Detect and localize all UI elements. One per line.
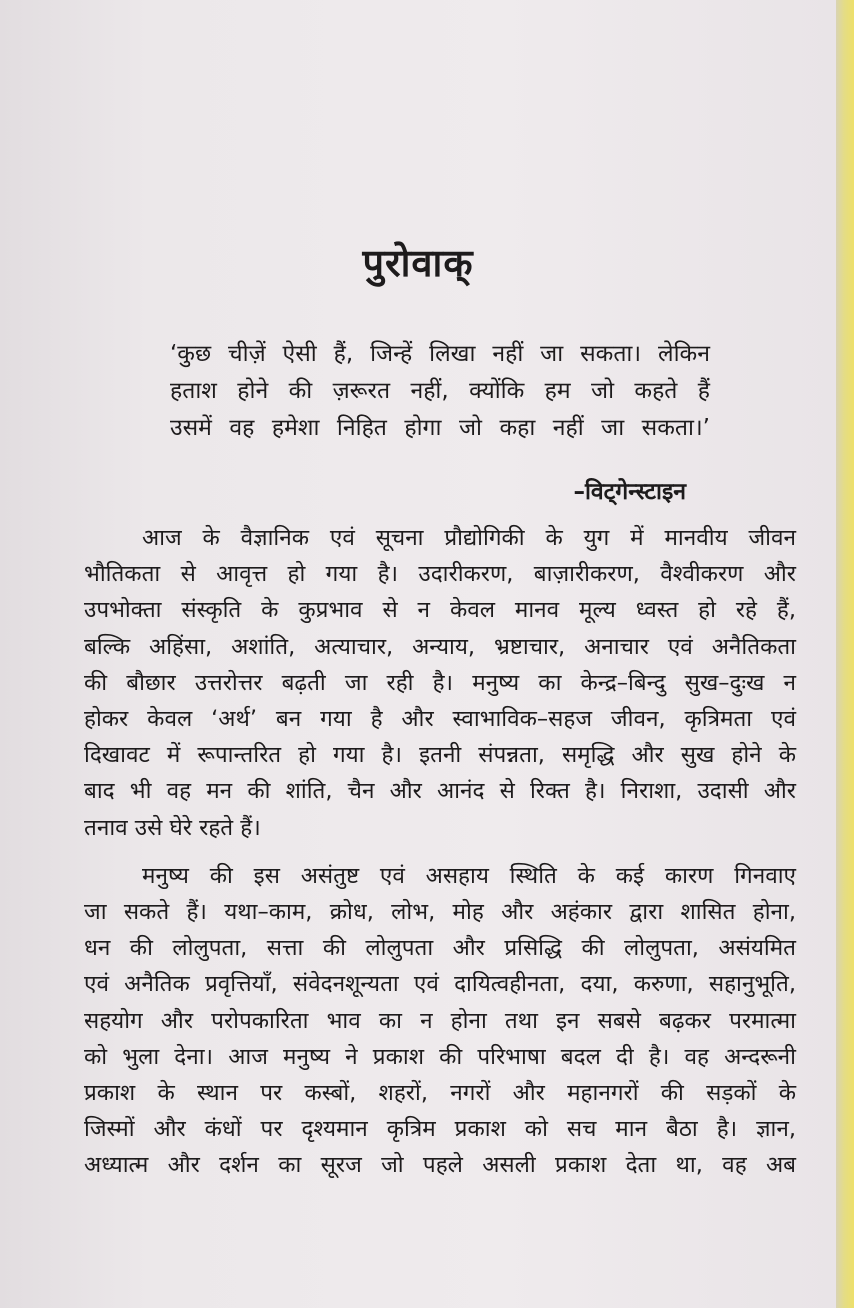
paragraph-2 <box>84 858 796 1184</box>
body-text <box>84 520 796 1184</box>
text-line: होकर केवल ‘अर्थ’ बन गया है और स्वाभाविक–सहज जीवन, कृत्रिमता एवं <box>84 706 796 733</box>
text-line: मनुष्य की इस असंतुष्ट एवं असहाय स्थिति के कई कारण गिनवाए <box>142 862 796 889</box>
page-edge <box>836 0 854 1308</box>
paragraph-1 <box>84 520 796 846</box>
text-line: को भुला देना। आज मनुष्य ने प्रकाश की परिभाषा बदल दी है। वह अन्दरूनी <box>84 1043 796 1070</box>
text-line: सहयोग और परोपकारिता भाव का न होना तथा इन सबसे बढ़कर परमात्मा <box>84 1007 796 1034</box>
text-line: प्रकाश के स्थान पर कस्बों, शहरों, नगरों और महानगरों की सड़कों के <box>84 1080 796 1107</box>
epigraph-quote <box>170 336 710 447</box>
text-line: एवं अनैतिक प्रवृत्तियाँ, संवेदनशून्यता एवं दायित्वहीनता, दया, करुणा, सहानुभूति, <box>84 971 796 998</box>
text-line: उपभोक्ता संस्कृति के कुप्रभाव से न केवल मानव मूल्य ध्वस्त हो रहे हैं, <box>84 597 796 624</box>
text-line: दिखावट में रूपान्तरित हो गया है। इतनी संपन्नता, समृद्धि और सुख होने के <box>84 742 796 769</box>
quote-attribution: –विट्गेन्स्टाइन <box>573 479 686 505</box>
text-line: आज के वैज्ञानिक एवं सूचना प्रौद्योगिकी के युग में मानवीय जीवन <box>142 525 796 551</box>
text-line: तनाव उसे घेरे रहते हैं। <box>84 814 261 841</box>
quote-line: उसमें वह हमेशा निहित होगा जो कहा नहीं जा सकता।’ <box>170 415 710 441</box>
text-line: भौतिकता से आवृत्त हो गया है। उदारीकरण, बाज़ारीकरण, वैश्वीकरण और <box>84 561 796 588</box>
text-line: जिस्मों और कंधों पर दृश्यमान कृत्रिम प्रकाश को सच मान बैठा है। ज्ञान, <box>84 1116 796 1143</box>
page-heading: पुरोवाक् <box>362 241 474 285</box>
text-line: बल्कि अहिंसा, अशांति, अत्याचार, अन्याय, भ्रष्टाचार, अनाचार एवं अनैतिकता <box>84 633 796 660</box>
text-line: बाद भी वह मन की शांति, चैन और आनंद से रिक्त है। निराशा, उदासी और <box>84 778 796 805</box>
text-line: अध्यात्म और दर्शन का सूरज जो पहले असली प्रकाश देता था, वह अब <box>84 1152 796 1179</box>
paragraph-spacer <box>84 846 796 858</box>
quote-line: ‘कुछ चीज़ें ऐसी हैं, जिन्हें लिखा नहीं जा सकता। लेकिन <box>170 341 710 367</box>
text-line: धन की लोलुपता, सत्ता की लोलुपता और प्रसिद्धि की लोलुपता, असंयमित <box>84 935 796 962</box>
text-line: जा सकते हैं। यथा–काम, क्रोध, लोभ, मोह और अहंकार द्वारा शासित होना, <box>84 899 796 926</box>
text-line: की बौछार उत्तरोत्तर बढ़ती जा रही है। मनुष्य का केन्द्र–बिन्दु सुख–दुःख न <box>84 669 796 696</box>
quote-line: हताश होने की ज़रूरत नहीं, क्योंकि हम जो कहते हैं <box>170 378 710 404</box>
